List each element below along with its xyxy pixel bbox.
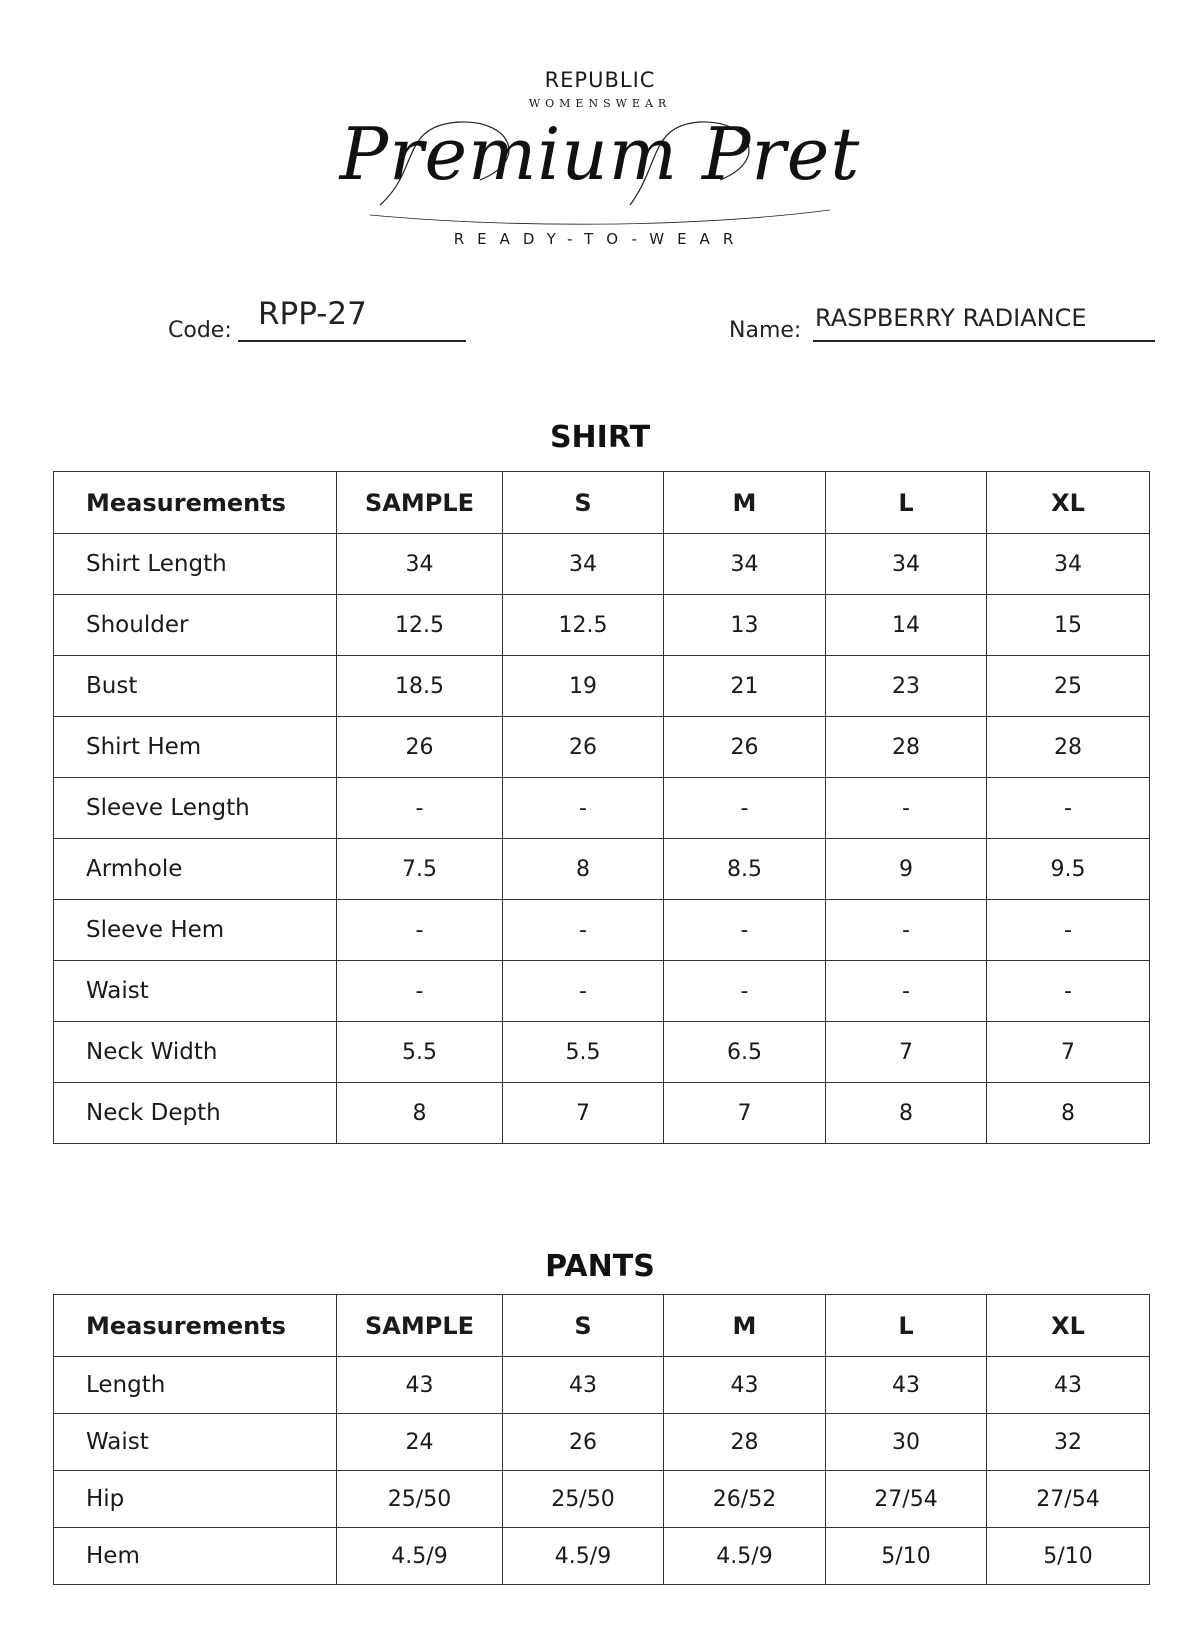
- measurement-value: 43: [664, 1357, 826, 1414]
- measurement-label: Armhole: [54, 839, 337, 900]
- measurement-value: 24: [337, 1414, 503, 1471]
- brand-logo: [0, 0, 1200, 260]
- brand-name: REPUBLIC: [544, 68, 656, 92]
- table-row: [54, 595, 1150, 656]
- table-row: [54, 717, 1150, 778]
- column-header: SAMPLE: [337, 1295, 503, 1357]
- measurement-value: 5.5: [503, 1022, 664, 1083]
- measurement-value: 5/10: [826, 1528, 987, 1585]
- measurement-value: 7: [664, 1083, 826, 1144]
- measurement-label: Waist: [54, 1414, 337, 1471]
- measurement-label: Shoulder: [54, 595, 337, 656]
- measurement-value: 26: [664, 717, 826, 778]
- measurement-value: 26/52: [664, 1471, 826, 1528]
- measurement-label: Neck Width: [54, 1022, 337, 1083]
- measurement-value: 9.5: [987, 839, 1150, 900]
- column-header: S: [503, 1295, 664, 1357]
- measurement-value: 28: [987, 717, 1150, 778]
- column-header: Measurements: [54, 1295, 337, 1357]
- table-row: [54, 1528, 1150, 1585]
- measurement-value: 25: [987, 656, 1150, 717]
- column-header: L: [826, 472, 987, 534]
- shirt-header-row: [54, 472, 1150, 534]
- pants-size-table: [53, 1294, 1150, 1585]
- measurement-value: -: [664, 961, 826, 1022]
- measurement-value: -: [664, 778, 826, 839]
- measurement-value: 34: [826, 534, 987, 595]
- shirt-section-title: SHIRT: [549, 420, 651, 455]
- table-row: [54, 961, 1150, 1022]
- measurement-value: 7: [826, 1022, 987, 1083]
- pants-section-title: PANTS: [545, 1249, 655, 1284]
- collection-title: Premium Pret: [339, 112, 861, 196]
- measurement-value: -: [337, 961, 503, 1022]
- measurement-value: 43: [826, 1357, 987, 1414]
- table-row: [54, 778, 1150, 839]
- measurement-value: -: [987, 900, 1150, 961]
- column-header: M: [664, 472, 826, 534]
- pants-header-row: [54, 1295, 1150, 1357]
- measurement-value: 34: [337, 534, 503, 595]
- table-row: [54, 839, 1150, 900]
- column-header: XL: [987, 1295, 1150, 1357]
- measurement-value: 8: [987, 1083, 1150, 1144]
- measurement-value: 15: [987, 595, 1150, 656]
- measurement-value: 5.5: [337, 1022, 503, 1083]
- measurement-value: 34: [664, 534, 826, 595]
- table-row: [54, 656, 1150, 717]
- measurement-value: -: [826, 778, 987, 839]
- measurement-value: 5/10: [987, 1528, 1150, 1585]
- measurement-value: 8: [826, 1083, 987, 1144]
- table-row: [54, 1414, 1150, 1471]
- table-row: [54, 1022, 1150, 1083]
- measurement-value: 4.5/9: [337, 1528, 503, 1585]
- measurement-value: 8.5: [664, 839, 826, 900]
- measurement-value: 43: [987, 1357, 1150, 1414]
- measurement-value: 26: [337, 717, 503, 778]
- name-label: Name:: [729, 318, 802, 343]
- measurement-value: 32: [987, 1414, 1150, 1471]
- measurement-value: 25/50: [337, 1471, 503, 1528]
- table-row: [54, 900, 1150, 961]
- measurement-value: 18.5: [337, 656, 503, 717]
- name-underline: [813, 340, 1155, 342]
- measurement-label: Waist: [54, 961, 337, 1022]
- measurement-value: -: [503, 778, 664, 839]
- measurement-value: -: [987, 961, 1150, 1022]
- measurement-label: Shirt Length: [54, 534, 337, 595]
- measurement-value: -: [503, 961, 664, 1022]
- measurement-value: -: [337, 900, 503, 961]
- measurement-value: 28: [664, 1414, 826, 1471]
- measurement-value: -: [826, 961, 987, 1022]
- code-label: Code:: [168, 318, 232, 343]
- measurement-value: 19: [503, 656, 664, 717]
- name-value: RASPBERRY RADIANCE: [815, 304, 1087, 332]
- measurement-value: 43: [337, 1357, 503, 1414]
- column-header: S: [503, 472, 664, 534]
- measurement-value: -: [987, 778, 1150, 839]
- brand-tagline: READY-TO-WEAR: [453, 230, 747, 248]
- code-underline: [238, 340, 466, 342]
- measurement-label: Hip: [54, 1471, 337, 1528]
- measurement-value: 12.5: [337, 595, 503, 656]
- measurement-value: 34: [503, 534, 664, 595]
- column-header: L: [826, 1295, 987, 1357]
- measurement-value: 26: [503, 1414, 664, 1471]
- measurement-value: 21: [664, 656, 826, 717]
- measurement-value: 43: [503, 1357, 664, 1414]
- column-header: SAMPLE: [337, 472, 503, 534]
- measurement-value: 27/54: [826, 1471, 987, 1528]
- measurement-value: 28: [826, 717, 987, 778]
- measurement-value: 8: [503, 839, 664, 900]
- measurement-value: 14: [826, 595, 987, 656]
- measurement-value: 30: [826, 1414, 987, 1471]
- measurement-label: Hem: [54, 1528, 337, 1585]
- measurement-label: Sleeve Length: [54, 778, 337, 839]
- measurement-value: 9: [826, 839, 987, 900]
- measurement-value: 12.5: [503, 595, 664, 656]
- shirt-size-table: [53, 471, 1150, 1144]
- code-value: RPP-27: [258, 296, 367, 332]
- measurement-value: -: [664, 900, 826, 961]
- column-header: Measurements: [54, 472, 337, 534]
- table-row: [54, 1083, 1150, 1144]
- measurement-value: 6.5: [664, 1022, 826, 1083]
- measurement-label: Bust: [54, 656, 337, 717]
- measurement-value: -: [337, 778, 503, 839]
- measurement-value: 25/50: [503, 1471, 664, 1528]
- table-row: [54, 1357, 1150, 1414]
- measurement-value: 7: [987, 1022, 1150, 1083]
- measurement-label: Shirt Hem: [54, 717, 337, 778]
- table-row: [54, 1471, 1150, 1528]
- measurement-value: -: [826, 900, 987, 961]
- brand-subtitle: WOMENSWEAR: [528, 97, 672, 110]
- measurement-value: 27/54: [987, 1471, 1150, 1528]
- table-row: [54, 534, 1150, 595]
- measurement-value: -: [503, 900, 664, 961]
- measurement-value: 13: [664, 595, 826, 656]
- measurement-value: 4.5/9: [664, 1528, 826, 1585]
- measurement-value: 23: [826, 656, 987, 717]
- measurement-value: 7.5: [337, 839, 503, 900]
- column-header: XL: [987, 472, 1150, 534]
- measurement-value: 8: [337, 1083, 503, 1144]
- column-header: M: [664, 1295, 826, 1357]
- measurement-value: 34: [987, 534, 1150, 595]
- measurement-label: Sleeve Hem: [54, 900, 337, 961]
- measurement-value: 4.5/9: [503, 1528, 664, 1585]
- measurement-label: Length: [54, 1357, 337, 1414]
- measurement-value: 7: [503, 1083, 664, 1144]
- measurement-label: Neck Depth: [54, 1083, 337, 1144]
- measurement-value: 26: [503, 717, 664, 778]
